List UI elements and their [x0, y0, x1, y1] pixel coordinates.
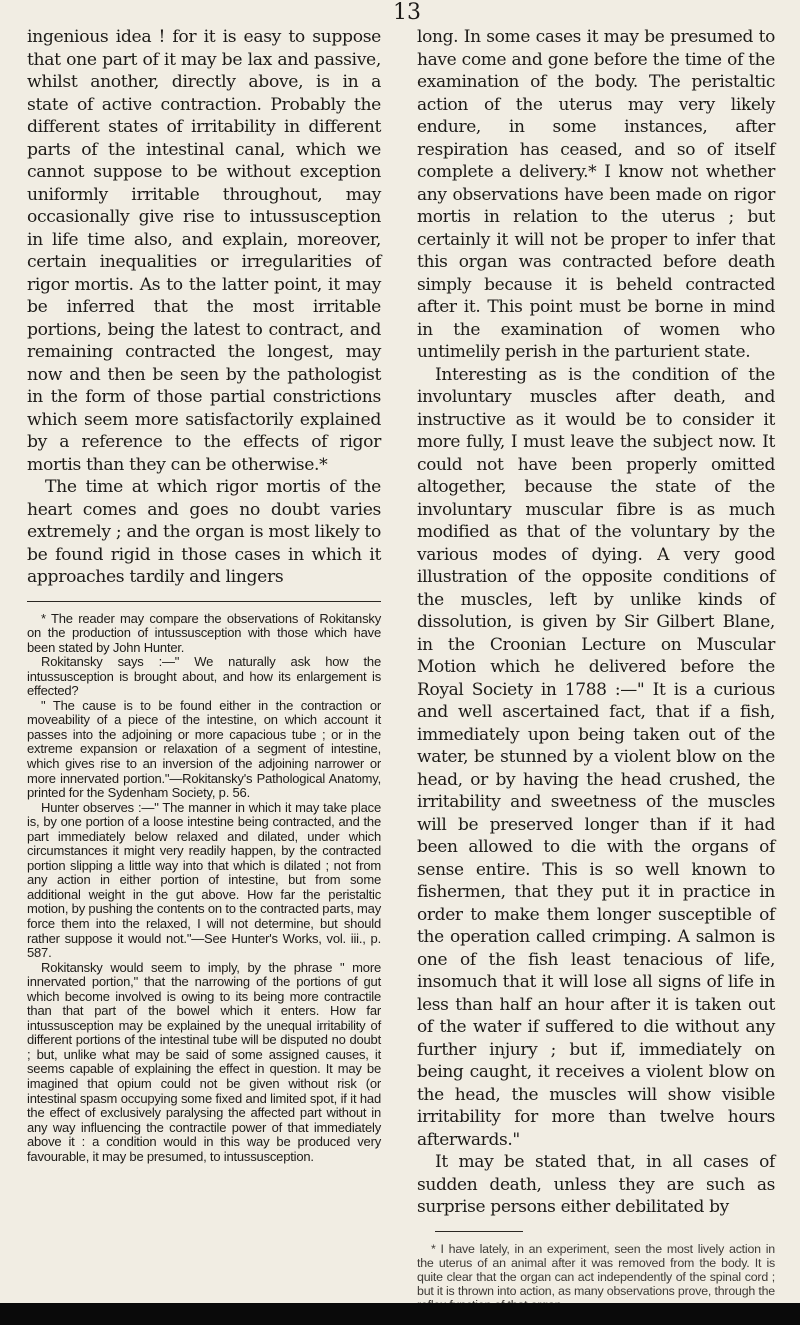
footnote: Hunter observes :—" The manner in which it may take place is, by one portion of a loose intestine being contracted, and the part immediately below relaxed and dilated, under which circumstances it might very readily happen, by the contracted portion slipping a little way into that which is dilated ; not from any action in either portion of intestine, but from some additional weight in the gut above. How far the peristaltic motion, by pushing the contents on to the contracted parts, may force them into the relaxed, I will not determine, but should rather suppose it would not."—See Hunter's Works, vol. iii., p. 587.: [27, 799, 381, 961]
footnote: Rokitansky would seem to imply, by the phrase " more innervated portion," that the narrowing of the portions of gut which become involved is owing to its being more contractile than that part of the bowel which it enters. How far intussusception may be explained by the unequal irritability of different portions of the intestinal tube will be disputed no doubt ; but, unlike what may be said of some assigned causes, it seems capable of explaining the effect in question. It may be imagined that opium could not be given without risk (or intestinal spasm occupying some fixed and limited spot, if it had the effect of exclusively paralysing the affected part without in any way influencing the contractile power of that immediately above it : a condition would in this way be produced very favourable, it may be presumed, to intussusception.: [27, 959, 381, 1164]
scan-edge: [0, 1303, 800, 1325]
body-paragraph: Interesting as is the condition of the involuntary muscles after death, and instructive as it would be to consider it more fully, I must leave the subject now. It could not have been properly omitted altogether, because the state of the involuntary muscular fibre is as much modified as that of the voluntary by the various modes of dying. A very good illustration of the opposite conditions of the muscles, left by unlike kinds of dissolution, is given by Sir Gilbert Blane, in the Croonian Lecture on Muscular Motion which he delivered before the Royal Society in 1788 :—" It is a curious and well ascertained fact, that if a fish, immediately upon being taken out of the water, be stunned by a violent blow on the head, or by having the head crushed, the irritability and sweetness of the muscles will be preserved longer than if it had been allowed to die with the organs of sense entire. This is so well known to fishermen, that they put it in practice in order to make them longer susceptible of the operation called crimping. A salmon is one of the fish least tenacious of life, insomuch that it will lose all signs of life in less than half an hour after it is taken out of the water if suffered to die without any further injury ; but if, immediately on being caught, it receives a violent blow on the head, the muscles will show visible irritability for more than twelve hours afterwards.": [417, 364, 775, 1150]
right-footnotes: [417, 1242, 775, 1312]
right-column: [417, 26, 775, 1312]
page-number: 13: [393, 0, 421, 25]
footnote: * The reader may compare the observations of Rokitansky on the production of intussusception with those which have been stated by John Hunter.: [27, 610, 381, 655]
left-body-text: [27, 26, 381, 589]
body-paragraph: ingenious idea ! for it is easy to suppose that one part of it may be lax and passive, whilst another, directly above, is in a state of active contraction. Probably the different states of irritability in different parts of the intestinal canal, which we cannot suppose to be without exception uniformly irritable throughout, may occasionally give rise to intussusception in life time also, and explain, moreover, certain inequalities or irregularities of rigor mortis. As to the latter point, it may be inferred that the most irritable portions, being the latest to contract, and remaining contracted the longest, may now and then be seen by the pathologist in the form of those partial constrictions which seem more satisfactorily explained by a reference to the effects of rigor mortis than they can be otherwise.*: [27, 27, 381, 475]
footnote: Rokitansky says :—" We naturally ask how the intussusception is brought about, and how its enlargement is effected?: [27, 654, 381, 699]
right-body-text: [417, 26, 775, 1219]
body-paragraph: The time at which rigor mortis of the heart comes and goes no doubt varies extremely ; and the organ is most likely to be found rigid in those cases in which it approaches tardily and lingers: [27, 477, 381, 587]
footnote: * I have lately, in an experiment, seen the most lively action in the uterus of an animal after it was removed from the body. It is quite clear that the organ can act independently of the spinal cord ; but it is thrown into action, as many observations prove, through the: [417, 1241, 775, 1298]
body-paragraph: It may be stated that, in all cases of sudden death, unless they are such as surprise persons either debilitated by: [417, 1152, 775, 1217]
footnote: " The cause is to be found either in the contraction or moveability of a piece of the intestine, on which account it passes into the adjoining or more capacious tube ; or in the extreme expansion or relaxation of a segment of intestine, which gives rise to an inversion of the adjoining narrower or more innervated portion."—Rokitansky's Pathological Anatomy, printed for the Sydenham Society, p. 56.: [27, 697, 381, 801]
left-footnotes: [27, 612, 381, 1165]
body-paragraph: long. In some cases it may be presumed to have come and gone before the time of the examination of the body. The peristaltic action of the uterus may very likely endure, in some instances, after respiration has ceased, and so of itself complete a delivery.* I know not whether any observations have been made on rigor mortis in relation to the uterus ; but certainly it will not be proper to infer that this organ was contracted before death simply because it is beheld contracted after it. This point must be borne in mind in the examination of women who untimelily perish in the parturient state.: [417, 27, 775, 362]
left-column: [27, 26, 381, 1164]
footnote-divider: [27, 601, 381, 602]
footnote-divider: [435, 1231, 523, 1232]
